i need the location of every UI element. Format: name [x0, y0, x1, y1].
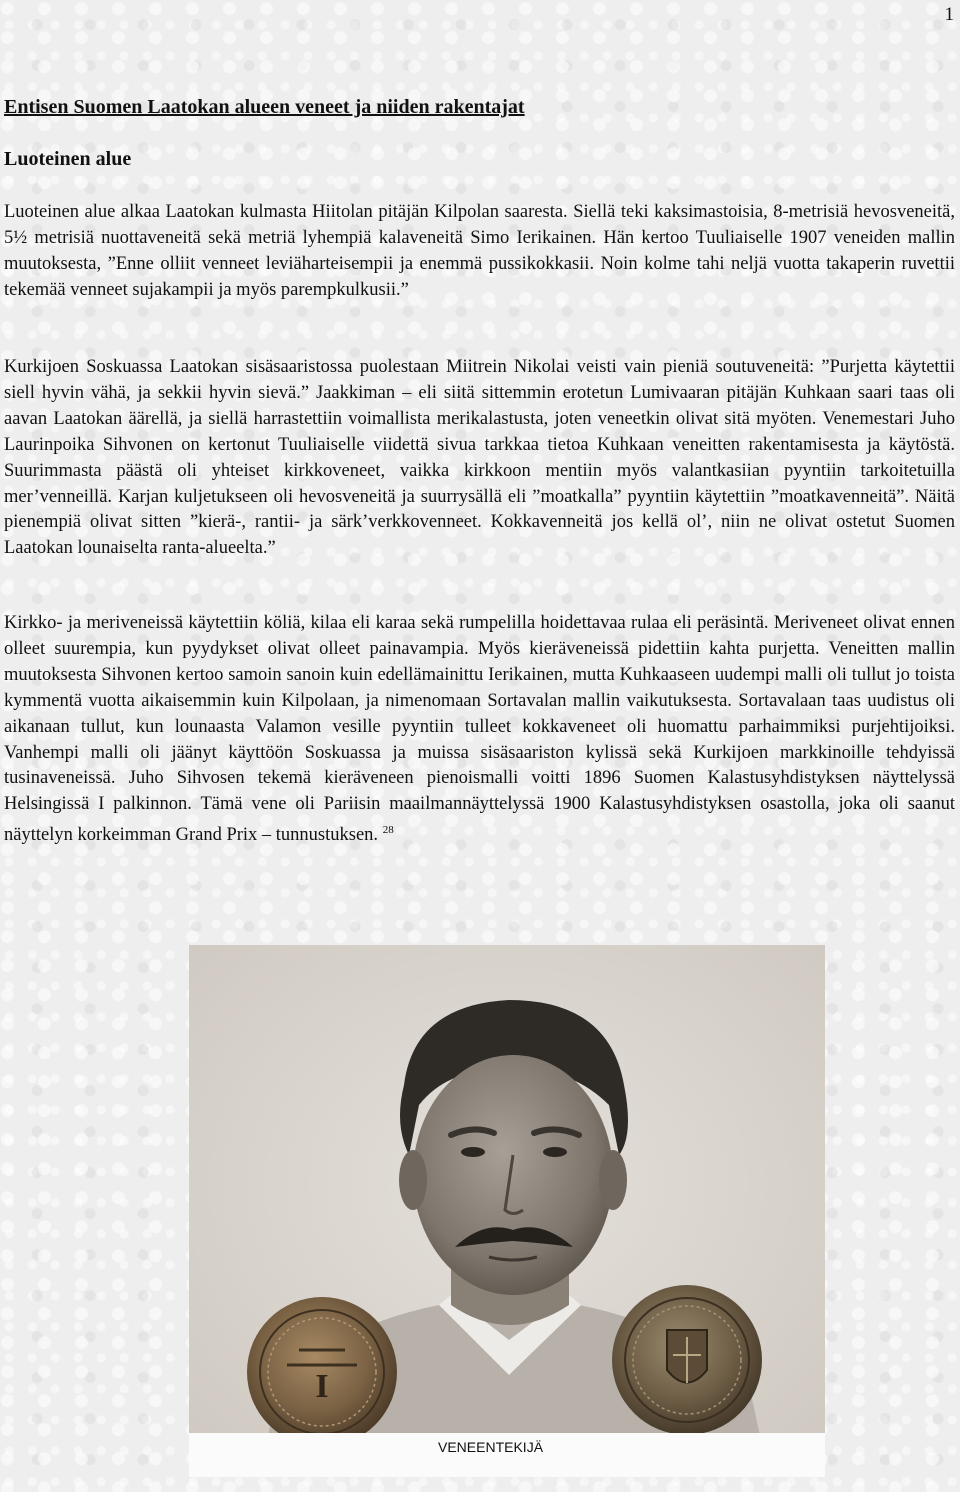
figure-caption: VENEENTEKIJÄ: [438, 1439, 544, 1455]
paragraph-3-text: Kirkko- ja meriveneissä käytettiin köliä, kilaa eli karaa sekä rumpelilla hoidettavaa rulaa eli peräsintä. Meriveneet olivat ennen olleet suurempia, kun pyydykset olivat olleet painavampia. Myös kieräveneissä pidettiin kahta purjetta. Veneitten mallin muutoksesta Sihvonen kertoo samoin sanoin kuin edellämainittu Ierikainen, mutta Kuhkaaseen uudempi malli oli tullut jo toista kymmentä vuotta aikaisemmin kuin Kilpolaan, ja nimenomaan Sortavalan mallin vaikutuksesta. Sortavalaan taas uudistus oli aikanaan tullut, kun lounaasta Valamon vesille pyyntiin tulleet kokkaveneet oli huomattu parhaimmiksi purjehtijoiksi. Vanhempi malli oli jäänyt käyttöön Soskuassa ja muissa sisäsaariston kylissä sekä Kurkijoen markkinoille tehdyissä tusinaveneissä. Juho Sihvosen tekemä kieräveneen pienoismalli voitti 1896 Suomen Kalastusyhdistyksen näyttelyssä Helsingissä I palkinnon. Tämä vene oli Pariisin maailmannäyttelyssä 1900 Kalastusyhdistyksen osastolla, joka oli saanut näyttelyn korkeimman Grand Prix – tunnustuksen.: [4, 613, 955, 846]
right-eye: [543, 1147, 567, 1157]
figure-photo: [189, 945, 825, 1477]
paragraph-2: Kurkijoen Soskuassa Laatokan sisäsaaristossa puolestaan Miitrein Nikolai veisti vain pieniä soutuveneitä: ”Purjetta käytettii siell hyvin vähä, ja sekkii hyvin sievä.” Jaakkiman – eli siitä sittemmin erotetun Lumivaaran pitäjän Kuhkaan saari taas oli aavan Laatokan äärellä, ja siellä harrastettiin voimallista merikalastusta, joten veneetkin olivat sitä myöten. Venemestari Juho Laurinpoika Sihvonen on kertonut Tuuliaiselle viidettä sivua tarkkaa tietoa Kuhkaan veneitten rakentamisesta ja käytöstä. Suurimmasta päästä oli yhteiset kirkkoveneet, vaikka kirkkoon mentiin myös valantkasiian pyyntiin tarkoitetuilla mer’venneillä. Karjan kuljetukseen oli hevosveneitä ja suurrysällä eli ”moatkalla” pyyntiin käytettiin ”moatkavenneitä”. Näitä pienempiä olivat sitten ”kierä-, rantii- ja särk’verkkovenneet. Kokkavenneitä jos kellä ol’, niin ne olivat ostetut Suomen Laatokan lounaiselta ranta-alueelta.”: [4, 357, 955, 559]
paragraph-3: [4, 611, 955, 849]
portrait-photo: [189, 945, 825, 1477]
left-ear: [399, 1150, 427, 1210]
footnote-reference: 28: [382, 824, 394, 837]
medal-left-letter: I: [315, 1368, 329, 1405]
page-number: 1: [944, 4, 954, 25]
right-ear: [599, 1150, 627, 1210]
paragraph-1: Luoteinen alue alkaa Laatokan kulmasta Hiitolan pitäjän Kilpolan saaresta. Siellä teki kaksimastoisia, 8-metrisiä hevosveneitä, 5½ metrisiä nuottaveneitä sekä metriä lyhempiä kalaveneitä Simo Ierikainen. Hän kertoo Tuuliaiselle 1907 veneiden mallin muutoksesta, ”Enne olliit venneet leviäharteisempii ja enemmä pussikokkasii. Noin kolme tahi neljä vuotta takaperin ruvettii tekemää venneet sujakampii ja myös parempkulkusii.”: [4, 202, 955, 300]
document-title: Entisen Suomen Laatokan alueen veneet ja niiden rakentajat: [4, 96, 525, 118]
section-heading: Luoteinen alue: [4, 148, 132, 170]
right-medal: [612, 1285, 762, 1435]
left-eye: [461, 1147, 485, 1157]
left-medal: [247, 1297, 397, 1447]
